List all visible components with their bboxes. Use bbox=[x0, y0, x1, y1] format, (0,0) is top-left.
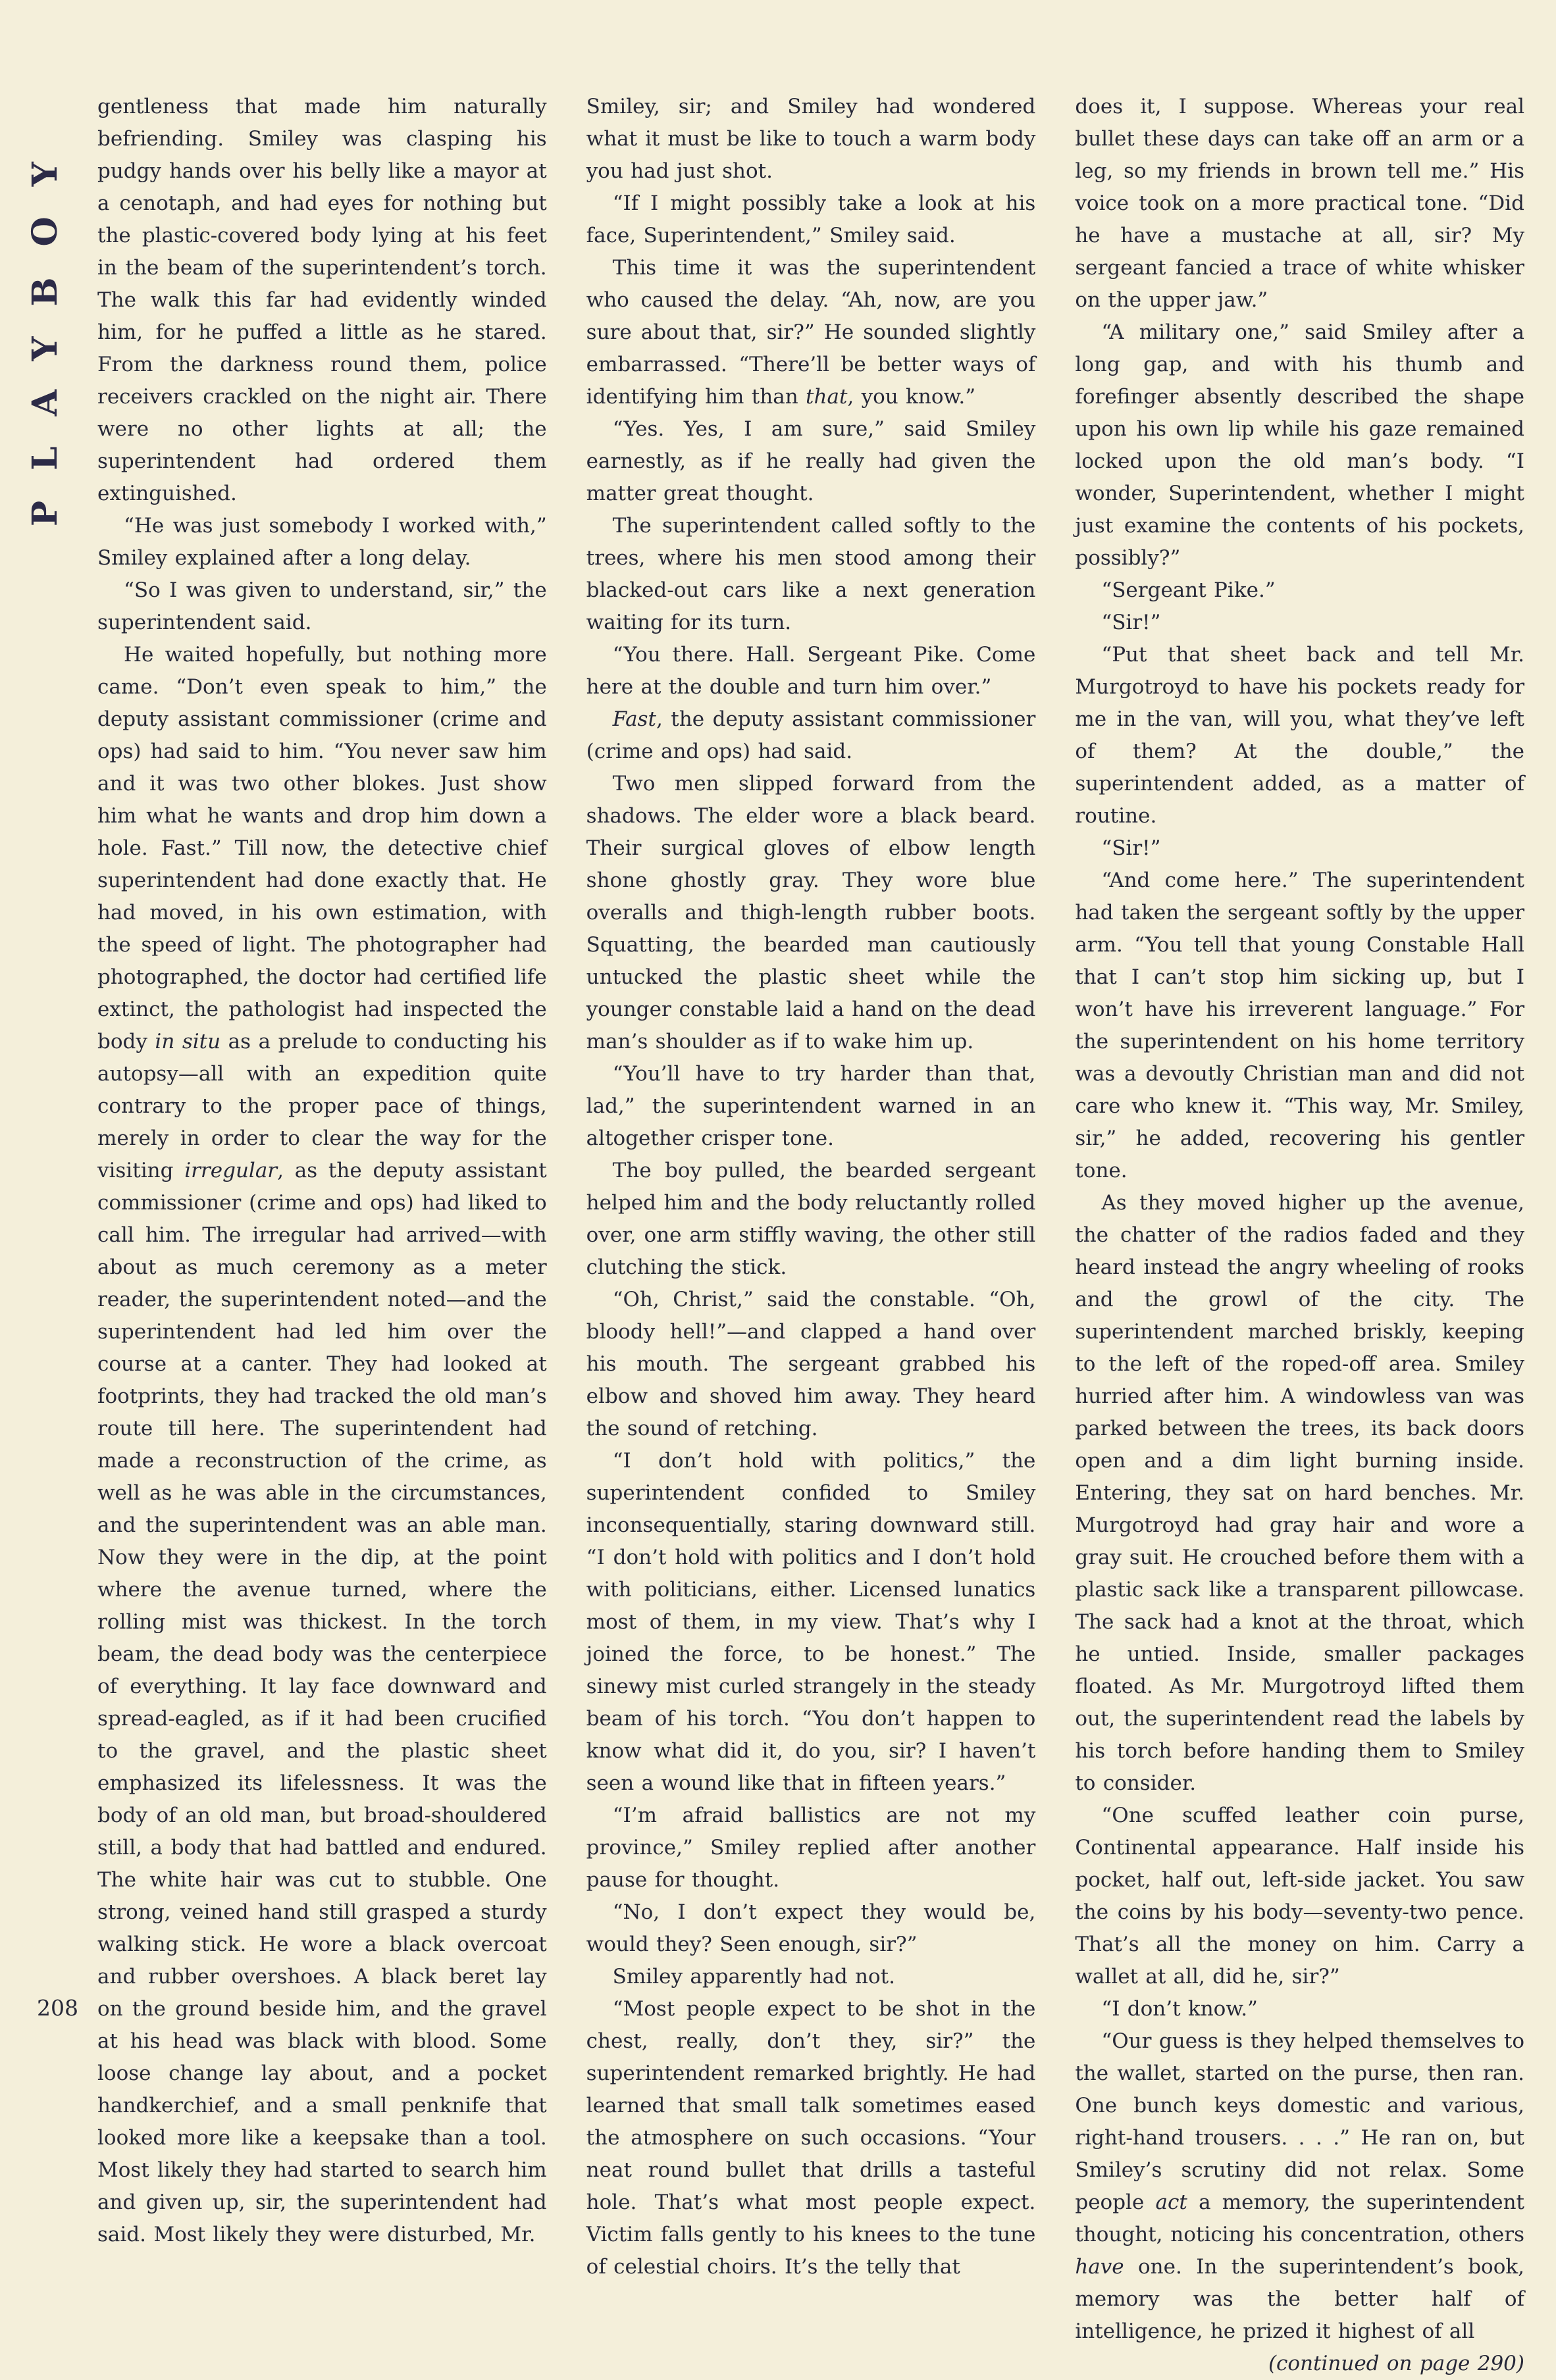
paragraph: “Sergeant Pike.” bbox=[1101, 578, 1276, 602]
paragraph: Smiley, sir; and Smiley had wondered what it must be like to touch a warm body you had just shot. bbox=[586, 95, 1036, 183]
paragraph: “Yes. Yes, I am sure,” said Smiley earnestly, as if he really had given the matter great thought. bbox=[586, 417, 1036, 505]
paragraph: This time it was the superintendent who caused the delay. “Ah, now, are you sure about that, sir?” He sounded slightly embarrassed. “There’ll be better ways of identifying him than that, you know.” bbox=[586, 256, 1036, 409]
paragraph: “I don’t hold with politics,” the superintendent confided to Smiley inconsequentially, staring downward still. “I don’t hold with politics and I don’t hold with politicians, either. Licensed lunatics most of them, in my view. That’s why I joined the force, to be honest.” The sinewy mist curled strangely in the steady beam of his torch. “You don’t happen to know what did it, do you, sir? I haven’t seen a wound like that in fifteen years.” bbox=[586, 1449, 1036, 1795]
paragraph: “And come here.” The superintendent had taken the sergeant softly by the upper arm. “You tell that young Constable Hall that I can’t stop him sicking up, but I won’t have his irreverent language.” For the superintendent on his home territory was a devoutly Christian man and did not care who knew it. “This way, Mr. Smiley, sir,” he added, recovering his gentler tone. bbox=[1075, 869, 1525, 1182]
paragraph: “So I was given to understand, sir,” the superintendent said. bbox=[97, 578, 547, 634]
magazine-masthead: PLAYBOY bbox=[25, 132, 65, 526]
paragraph: “A military one,” said Smiley after a long gap, and with his thumb and forefinger absently described the shape upon his own lip while his gaze remained locked upon the old man’s body. “I wonder, Superintendent, whether I might just examine the contents of his pockets, possibly?” bbox=[1075, 320, 1525, 570]
paragraph: “You there. Hall. Sergeant Pike. Come here at the double and turn him over.” bbox=[586, 643, 1036, 699]
continuation-note: (continued on page 290) bbox=[1268, 2352, 1525, 2375]
paragraph: “I’m afraid ballistics are not my province,” Smiley replied after another pause for thought. bbox=[586, 1804, 1036, 1892]
article-body bbox=[97, 91, 1524, 2380]
paragraph: Smiley apparently had not. bbox=[612, 1965, 895, 1988]
paragraph: “One scuffed leather coin purse, Continental appearance. Half inside his pocket, half out, left-side jacket. You saw the coins by his body—seventy-two pence. That’s all the money on him. Carry a wallet at all, did he, sir?” bbox=[1075, 1804, 1525, 1988]
paragraph: gentleness that made him naturally befriending. Smiley was clasping his pudgy hands over his belly like a mayor at a cenotaph, and had eyes for nothing but the plastic-covered body lying at his feet in the beam of the superintendent’s torch. The walk this far had evidently winded him, for he puffed a little as he stared. From the darkness round them, police receivers crackled on the night air. There were no other lights at all; the superintendent had ordered them extinguished. bbox=[97, 95, 547, 505]
text-column-1 bbox=[97, 91, 547, 2380]
paragraph: “If I might possibly take a look at his face, Superintendent,” Smiley said. bbox=[586, 191, 1036, 247]
paragraph: “Put that sheet back and tell Mr. Murgotroyd to have his pockets ready for me in the van, will you, what they’ve left of them? At the double,” the superintendent added, as a matter of routine. bbox=[1075, 643, 1525, 828]
paragraph: “Sir!” bbox=[1101, 836, 1161, 860]
paragraph: does it, I suppose. Whereas your real bullet these days can take off an arm or a leg, so my friends in brown tell me.” His voice took on a more practical tone. “Did he have a mustache at all, sir? My sergeant fancied a trace of white whisker on the upper jaw.” bbox=[1075, 95, 1525, 312]
paragraph: He waited hopefully, but nothing more came. “Don’t even speak to him,” the deputy assistant commissioner (crime and ops) had said to him. “You never saw him and it was two other blokes. Just show him what he wants and drop him down a hole. Fast.” Till now, the detective chief superintendent had done exactly that. He had moved, in his own estimation, with the speed of light. The photographer had photographed, the doctor had certified life extinct, the pathologist had inspected the body in situ as a prelude to conducting his autopsy—all with an expedition quite contrary to the proper pace of things, merely in order to clear the way for the visiting irregular, as the deputy assistant commissioner (crime and ops) had liked to call him. The irregular had arrived—with about as much ceremony as a meter reader, the superintendent noted—and the superintendent had led him over the course at a canter. They had looked at footprints, they had tracked the old man’s route till here. The superintendent had made a reconstruction of the crime, as well as he was able in the circumstances, and the superintendent was an able man. Now they were in the dip, at the point where the avenue turned, where the rolling mist was thickest. In the torch beam, the dead body was the centerpiece of everything. It lay face downward and spread-eagled, as if it had been crucified to the gravel, and the plastic sheet emphasized its lifelessness. It was the body of an old man, but broad-shouldered still, a body that had battled and endured. The white hair was cut to stubble. One strong, veined hand still grasped a sturdy walking stick. He wore a black overcoat and rubber overshoes. A black beret lay on the ground beside him, and the gravel at his head was black with blood. Some loose change lay about, and a pocket handkerchief, and a small penknife that looked more like a keepsake than a tool. Most likely they had started to search him and given up, sir, the superintendent had said. Most likely they were disturbed, Mr. bbox=[97, 643, 547, 2246]
paragraph: As they moved higher up the avenue, the chatter of the radios faded and they heard instead the angry wheeling of rooks and the growl of the city. The superintendent marched briskly, keeping to the left of the roped-off area. Smiley hurried after him. A windowless van was parked between the trees, its back doors open and a dim light burning inside. Entering, they sat on hard benches. Mr. Murgotroyd had gray hair and wore a gray suit. He crouched before them with a plastic sack like a transparent pillowcase. The sack had a knot at the throat, which he untied. Inside, smaller packages floated. As Mr. Murgotroyd lifted them out, the superintendent read the labels by his torch before handing them to Smiley to consider. bbox=[1075, 1191, 1525, 1795]
paragraph: Fast, the deputy assistant commissioner (crime and ops) had said. bbox=[586, 707, 1036, 763]
text-column-2 bbox=[586, 91, 1036, 2380]
paragraph: “You’ll have to try harder than that, lad,” the superintendent warned in an altogether crisper tone. bbox=[586, 1062, 1036, 1150]
paragraph: “Most people expect to be shot in the chest, really, don’t they, sir?” the superintendent remarked brightly. He had learned that small talk sometimes eased the atmosphere on such occasions. “Your neat round bullet that drills a tasteful hole. That’s what most people expect. Victim falls gently to his knees to the tune of celestial choirs. It’s the telly that bbox=[586, 1997, 1036, 2279]
paragraph: The superintendent called softly to the trees, where his men stood among their blacked-out cars like a next generation waiting for its turn. bbox=[586, 514, 1036, 634]
paragraph: “No, I don’t expect they would be, would they? Seen enough, sir?” bbox=[586, 1900, 1036, 1956]
page-number: 208 bbox=[37, 1995, 78, 2021]
paragraph: Two men slipped forward from the shadows. The elder wore a black beard. Their surgical gloves of elbow length shone ghostly gray. They wore blue overalls and thigh-length rubber boots. Squatting, the bearded man cautiously untucked the plastic sheet while the younger constable laid a hand on the dead man’s shoulder as if to wake him up. bbox=[586, 772, 1036, 1053]
paragraph: “Sir!” bbox=[1101, 611, 1161, 634]
paragraph: The boy pulled, the bearded sergeant helped him and the body reluctantly rolled over, one arm stiffly waving, the other still clutching the stick. bbox=[586, 1159, 1036, 1279]
paragraph: “Oh, Christ,” said the constable. “Oh, bloody hell!”—and clapped a hand over his mouth. The sergeant grabbed his elbow and shoved him away. They heard the sound of retching. bbox=[586, 1288, 1036, 1440]
paragraph: “I don’t know.” bbox=[1101, 1997, 1258, 2021]
text-column-3 bbox=[1075, 91, 1524, 2380]
paragraph: “Our guess is they helped themselves to the wallet, started on the purse, then ran. One bunch keys domestic and various, right-hand trousers. . . .” He ran on, but Smiley’s scrutiny did not relax. Some people act a memory, the superintendent thought, noticing his concentration, others have one. In the superintendent’s book, memory was the better half of intelligence, he prized it highest of all bbox=[1075, 2029, 1525, 2343]
paragraph: “He was just somebody I worked with,” Smiley explained after a long delay. bbox=[97, 514, 547, 570]
